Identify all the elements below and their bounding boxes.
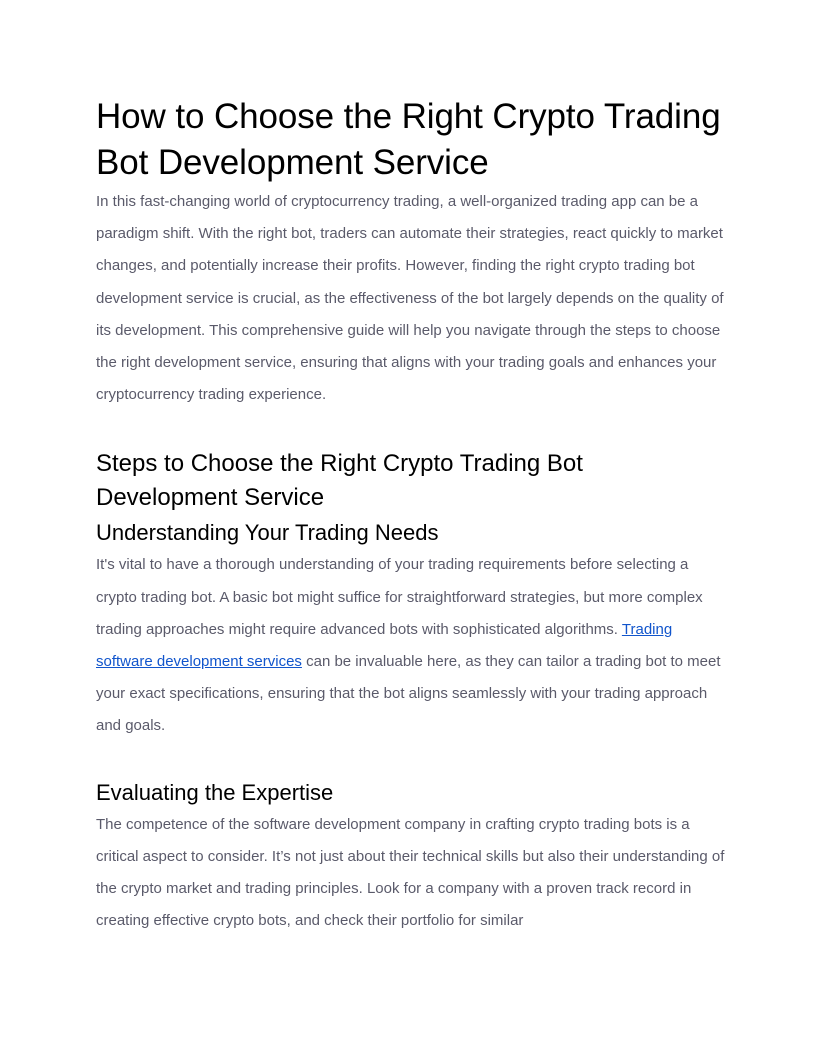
paragraph-text-after-link: can be invaluable here, as they can tailor a trading bot to meet your exact specifications, ensuring that the bot aligns seamlessly with your trading approach and goals.	[96, 653, 721, 735]
document-title: How to Choose the Right Crypto Trading Bot Development Service	[96, 97, 721, 182]
section-heading-trading-needs: Understanding Your Trading Needs	[96, 520, 439, 546]
section-paragraph-trading-needs	[96, 549, 726, 742]
steps-heading: Steps to Choose the Right Crypto Trading Bot Development Service	[96, 450, 583, 512]
paragraph-text-before-link: It's vital to have a thorough understanding of your trading requirements before selecting a crypto trading bot. A basic bot might suffice for straightforward strategies, but more complex trading approaches might require advanced bots with sophisticated algorithms.	[96, 556, 703, 638]
intro-paragraph: In this fast-changing world of cryptocurrency trading, a well-organized trading app can be a paradigm shift. With the right bot, traders can automate their strategies, react quickly to market changes, and potentially increase their profits. However, finding the right crypto trading bot development service is crucial, as the effectiveness of the bot largely depends on the quality of its development. This comprehensive guide will help you navigate through the steps to choose the right development service, ensuring that aligns with your trading goals and enhances your cryptocurrency trading experience.	[96, 193, 724, 404]
trading-software-link[interactable]: Trading software development services	[96, 620, 673, 671]
section-paragraph-expertise: The competence of the software development company in crafting crypto trading bots is a critical aspect to consider. It’s not just about their technical skills but also their understanding of the crypto market and trading principles. Look for a company with a proven track record in creating effective crypto bots, and check their portfolio for similar	[96, 815, 725, 930]
section-heading-expertise: Evaluating the Expertise	[96, 779, 334, 805]
document-page	[96, 0, 726, 937]
